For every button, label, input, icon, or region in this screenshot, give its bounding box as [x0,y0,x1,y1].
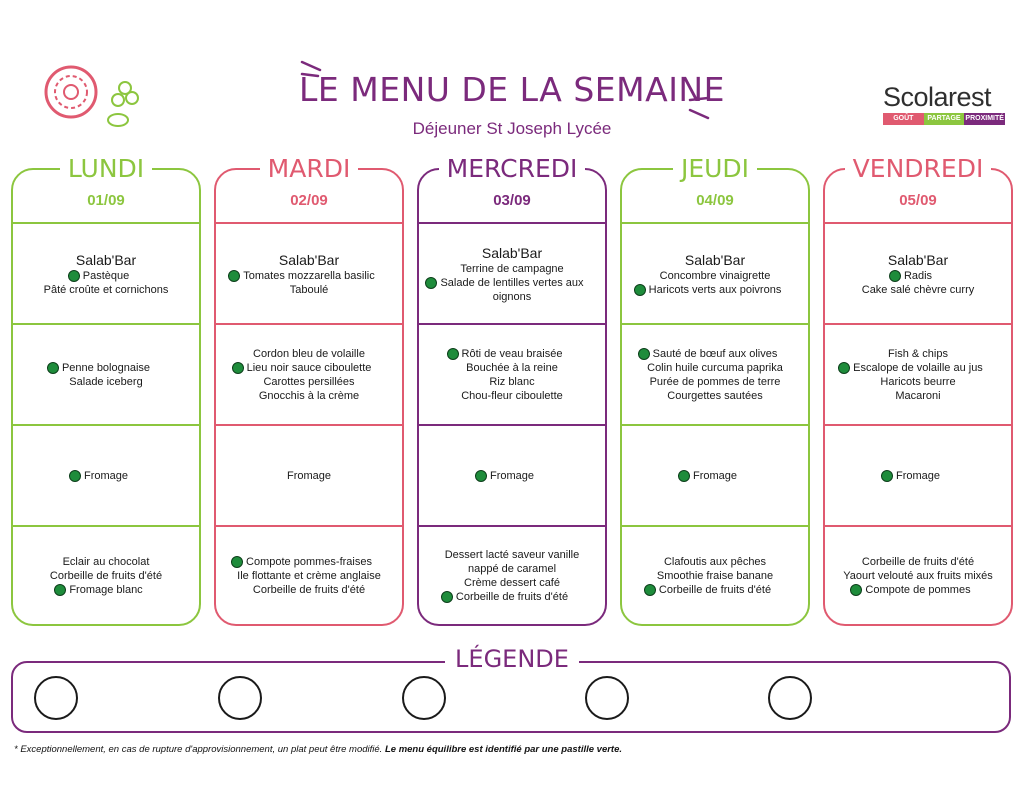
day-name [417,154,607,183]
salad-bar-label: Salab'Bar [75,251,137,268]
menu-item: Corbeille de fruits d'été [659,583,771,597]
menu-item: Rôti de veau braisée [462,347,563,361]
menu-section-starter [419,224,605,323]
menu-item: Pastèque [83,269,129,283]
menu-section-cheese [419,426,605,525]
legend-item-circle [34,676,78,720]
balanced-dot-icon [644,584,656,596]
menu-item: Compote de pommes [865,583,970,597]
day-column [11,154,201,626]
balanced-dot-icon [232,362,244,374]
balanced-dot-icon [231,556,243,568]
legend-item-circle [768,676,812,720]
legend-item-circle [402,676,446,720]
menu-item: Fromage [286,469,332,482]
menu-item: Corbeille de fruits d'été [456,590,568,604]
menu-item: Concombre vinaigrette [659,269,771,282]
menu-item: Cordon bleu de volaille [253,347,365,360]
menu-item: Sauté de bœuf aux olives [653,347,778,361]
day-name [823,154,1013,183]
menu-section-dessert [419,527,605,624]
page-title: LE MENU DE LA SEMAINE [299,70,725,109]
day-column [823,154,1013,626]
menu-section-starter [13,224,199,323]
menu-item: Corbeille de fruits d'été [861,555,975,568]
page-subtitle: Déjeuner St Joseph Lycée [412,119,612,138]
menu-item: Chou-fleur ciboulette [461,389,563,402]
menu-section-cheese [622,426,808,525]
menu-item: Yaourt velouté aux fruits mixés [843,569,993,582]
day-name-text: MERCREDI [439,154,586,183]
menu-section-cheese [825,426,1011,525]
day-name-text: JEUDI [673,154,757,183]
day-name-text: LUNDI [60,154,152,183]
menu-item: Dessert lacté saveur vanille [444,548,580,561]
salad-bar-label: Salab'Bar [887,251,949,268]
day-date: 05/09 [899,192,937,209]
menu-item: nappé de caramel [467,562,557,575]
day-date: 02/09 [290,192,328,209]
menu-item: Terrine de campagne [460,262,564,275]
logo-tag: GOÛT [883,113,924,125]
menu-item: Fromage [693,469,737,483]
day-column [620,154,810,626]
menu-item: Fromage [490,469,534,483]
legend-title: LÉGENDE [0,645,1024,673]
menu-section-starter [825,224,1011,323]
legend-item-circle [585,676,629,720]
balanced-dot-icon [638,348,650,360]
menu-section-main [825,325,1011,424]
balanced-dot-icon [425,277,437,289]
balanced-dot-icon [54,584,66,596]
day-column [417,154,607,626]
menu-item: Clafoutis aux pêches [663,555,767,568]
menu-item: Tomates mozzarella basilic [243,269,374,283]
menu-item: Corbeille de fruits d'été [49,569,163,582]
day-date: 03/09 [493,192,531,209]
menu-item: Gnocchis à la crème [258,389,360,402]
salad-bar-label: Salab'Bar [684,251,746,268]
menu-item: Crème dessert café [464,576,560,589]
menu-section-dessert [216,527,402,624]
menu-item: Radis [904,269,932,283]
menu-section-dessert [13,527,199,624]
day-date: 04/09 [696,192,734,209]
balanced-dot-icon [441,591,453,603]
balanced-dot-icon [475,470,487,482]
menu-item: Haricots verts aux poivrons [649,283,782,297]
menu-item: Cake salé chèvre curry [861,283,975,296]
balanced-dot-icon [678,470,690,482]
balanced-dot-icon [69,470,81,482]
menu-section-dessert [825,527,1011,624]
balanced-dot-icon [634,284,646,296]
balanced-dot-icon [850,584,862,596]
logo-tag: PROXIMITÉ [964,113,1005,125]
balanced-dot-icon [68,270,80,282]
footnote: * Exceptionnellement, en cas de rupture d'approvisionnement, un plat peut être modifié. Le menu équilibre est identifié par une pastille verte. [14,744,623,755]
logo: Scolarest [883,82,992,112]
menu-item: Courgettes sautées [667,389,763,402]
menu-item: Eclair au chocolat [62,555,150,568]
menu-item: Fish & chips [888,347,948,360]
menu-section-starter [216,224,402,323]
menu-section-starter [622,224,808,323]
balanced-dot-icon [228,270,240,282]
menu-item: Salade iceberg [69,375,143,388]
menu-item: Taboulé [289,283,329,296]
menu-item: Fromage blanc [69,583,142,597]
logo-tag: PARTAGE [924,113,965,125]
menu-item: Smoothie fraise banane [656,569,774,582]
balanced-dot-icon [889,270,901,282]
menu-section-main [419,325,605,424]
logo-tagline [883,113,1005,125]
menu-section-main [216,325,402,424]
menu-item: Ile flottante et crème anglaise [237,569,381,582]
balanced-dot-icon [838,362,850,374]
menu-item: Bouchée à la reine [466,361,558,374]
menu-item: Pâté croûte et cornichons [43,283,169,296]
menu-section-cheese [13,426,199,525]
day-name-text: VENDREDI [845,154,992,183]
menu-item: Carottes persillées [263,375,355,388]
menu-item: Haricots beurre [880,375,956,388]
menu-item: Lieu noir sauce ciboulette [247,361,372,375]
day-name [214,154,404,183]
balanced-dot-icon [47,362,59,374]
day-name [11,154,201,183]
menu-item: Riz blanc [489,375,535,388]
menu-item: oignons [492,290,532,303]
legend-item-circle [218,676,262,720]
menu-item: Penne bolognaise [62,361,150,375]
menu-item: Fromage [84,469,128,483]
menu-section-dessert [622,527,808,624]
menu-item: Colin huile curcuma paprika [647,361,783,374]
menu-item: Fromage [896,469,940,483]
day-date: 01/09 [87,192,125,209]
salad-bar-label: Salab'Bar [481,244,543,261]
day-name-text: MARDI [260,154,359,183]
salad-bar-label: Salab'Bar [278,251,340,268]
balanced-dot-icon [447,348,459,360]
menu-section-cheese [216,426,402,525]
menu-item: Corbeille de fruits d'été [252,583,366,596]
balanced-dot-icon [881,470,893,482]
menu-section-main [622,325,808,424]
menu-item: Salade de lentilles vertes aux [440,276,583,290]
day-column [214,154,404,626]
menu-item: Escalope de volaille au jus [853,361,983,375]
menu-item: Macaroni [895,389,941,402]
menu-item: Compote pommes-fraises [246,555,372,569]
menu-section-main [13,325,199,424]
menu-item: Purée de pommes de terre [649,375,781,388]
day-name [620,154,810,183]
